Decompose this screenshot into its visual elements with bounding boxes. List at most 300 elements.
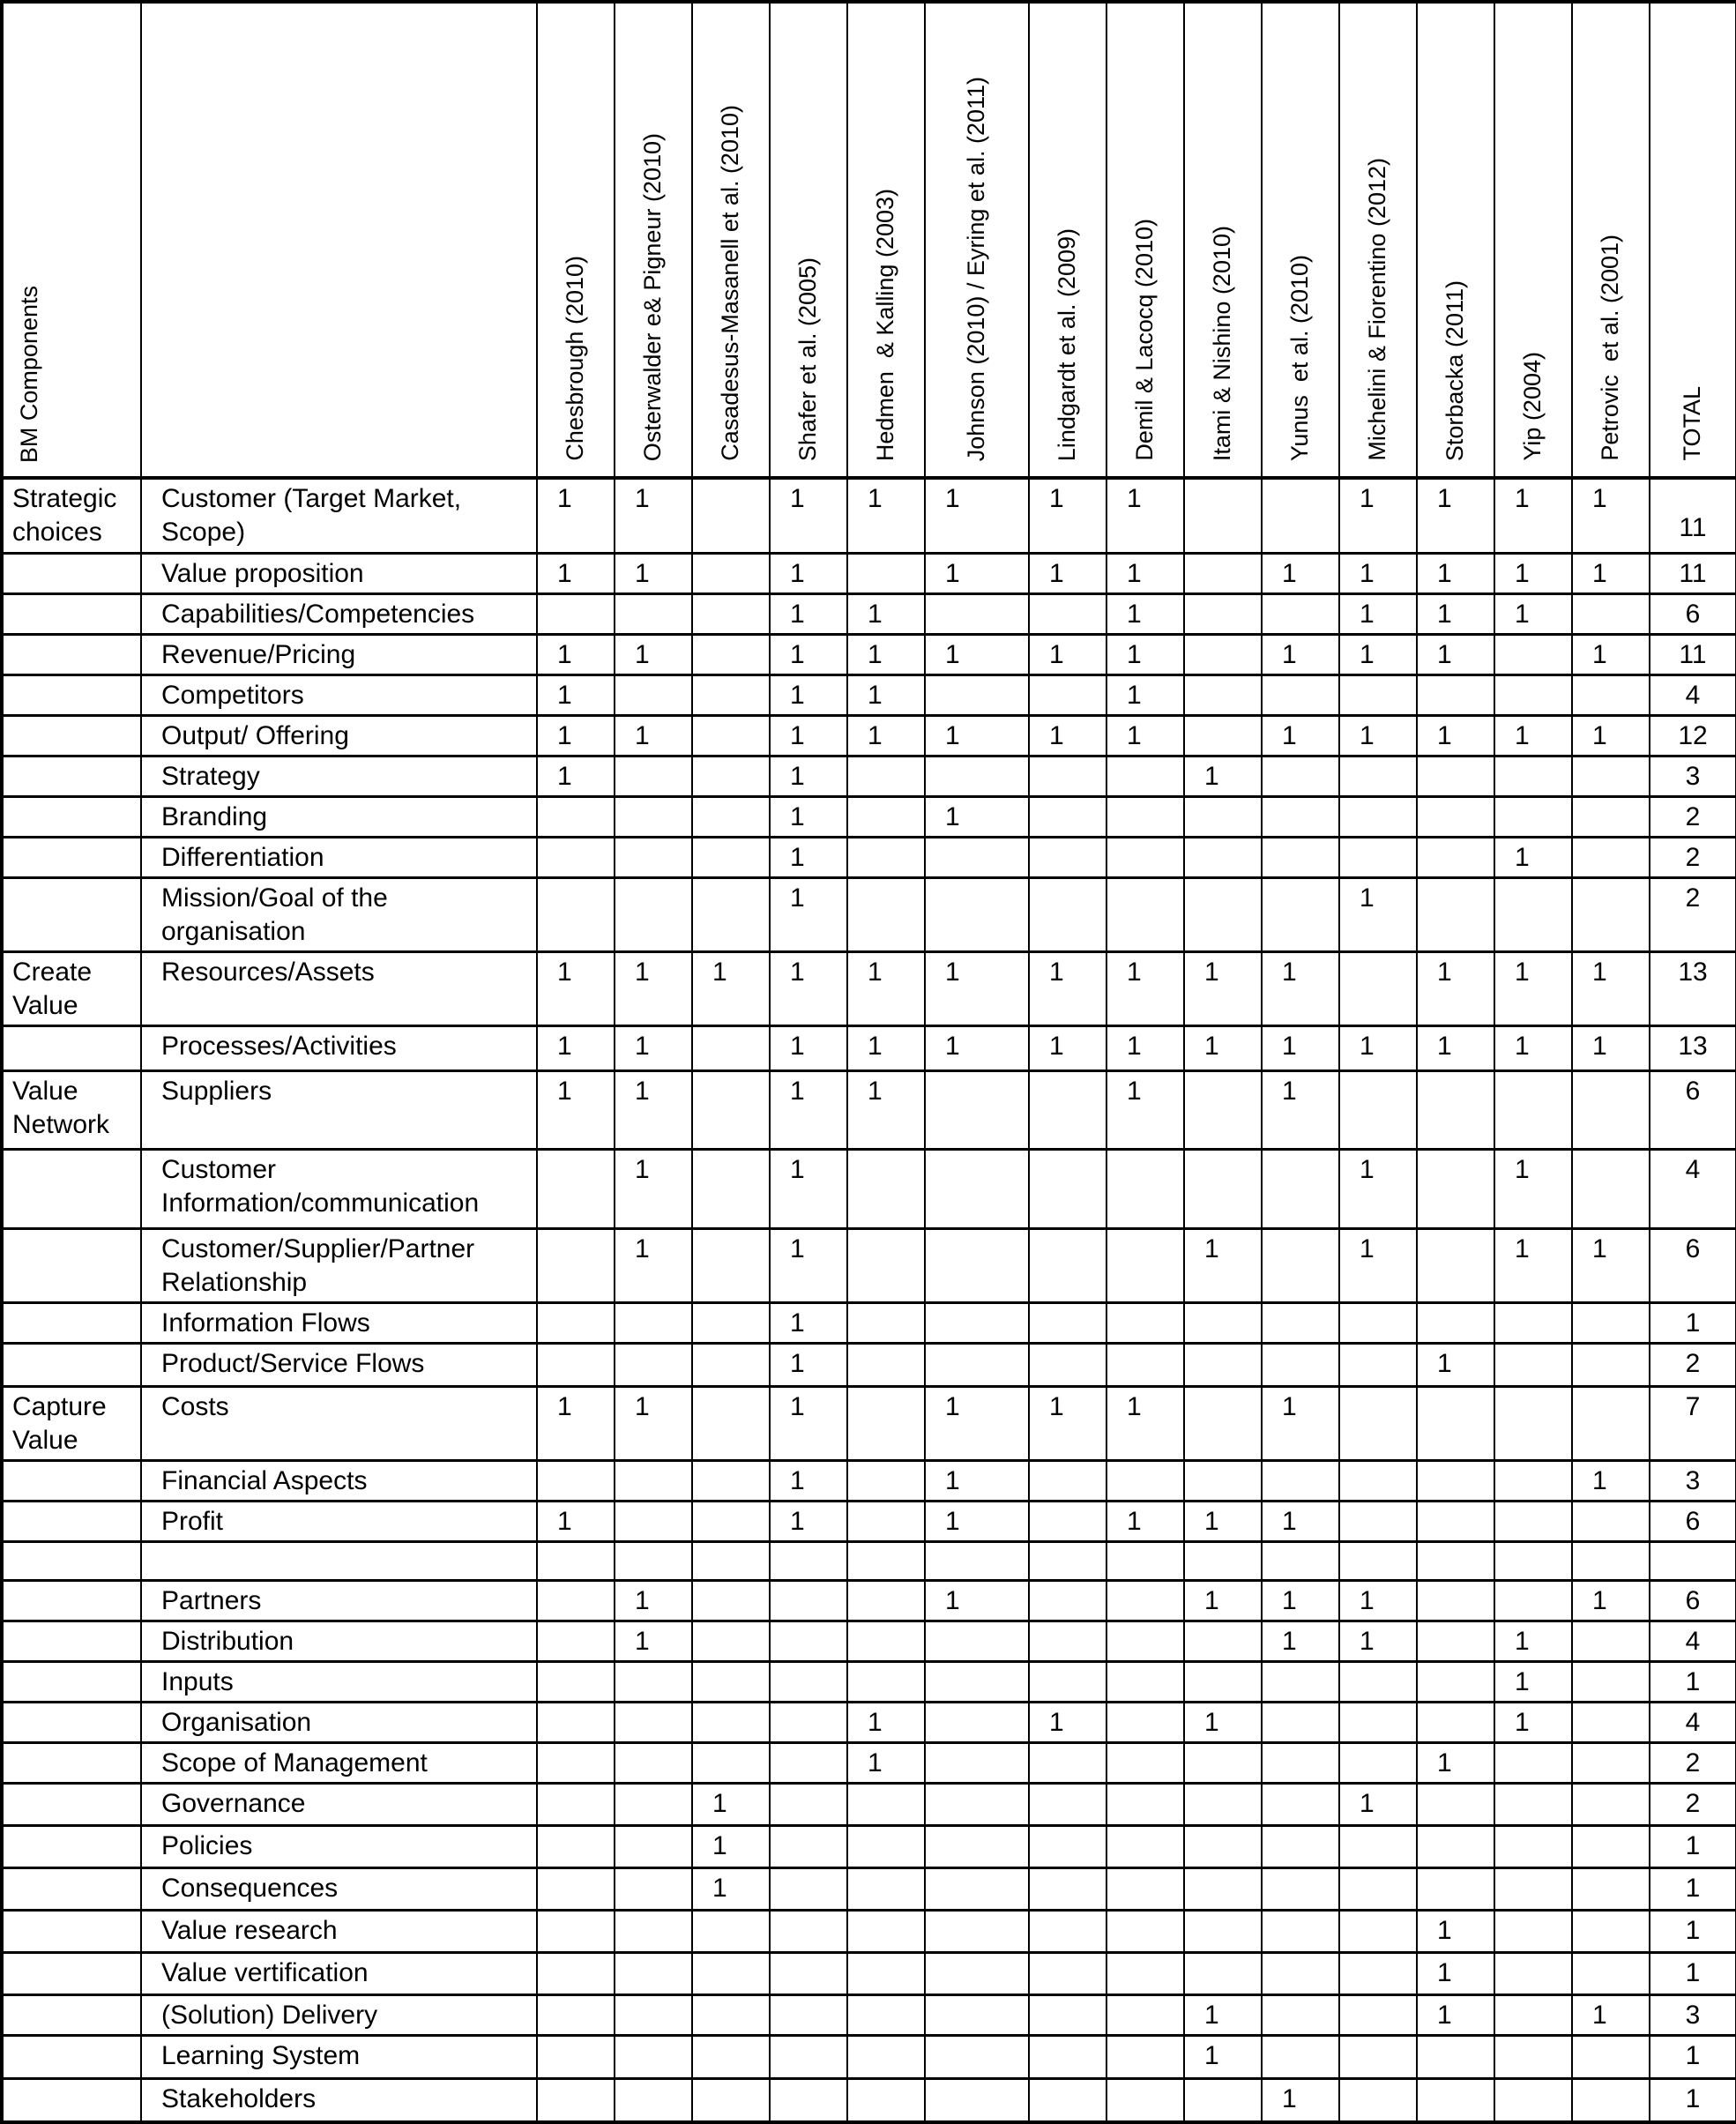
table-row (2, 756, 1736, 796)
mark-cell (1262, 837, 1339, 877)
mark-cell (925, 756, 1029, 796)
mark-cell (615, 1742, 692, 1783)
mark-cell (1184, 1910, 1262, 1952)
total-cell: 1 (1650, 2078, 1736, 2122)
mark-cell (1106, 1580, 1184, 1621)
mark-cell (615, 1994, 692, 2035)
mark-cell: 1 (1029, 1386, 1106, 1460)
mark-cell: 1 (1184, 1580, 1262, 1621)
table-row (2, 1386, 1736, 1460)
mark-cell (1572, 1702, 1650, 1742)
mark-cell (1339, 1302, 1417, 1343)
mark-cell (1106, 1343, 1184, 1386)
mark-cell: 1 (1339, 715, 1417, 756)
table-row (2, 1025, 1736, 1070)
group-cell (2, 1702, 141, 1742)
mark-cell (692, 1501, 770, 1541)
mark-cell (537, 1580, 615, 1621)
mark-cell: 1 (692, 951, 770, 1025)
total-cell: 3 (1650, 1994, 1736, 2035)
mark-cell (537, 1661, 615, 1702)
group-cell (2, 1302, 141, 1343)
mark-cell (1494, 1952, 1572, 1994)
mark-cell: 1 (537, 1386, 615, 1460)
mark-cell (1417, 1825, 1494, 1867)
mark-cell (1572, 1070, 1650, 1149)
mark-cell: 1 (1417, 715, 1494, 756)
mark-cell (692, 837, 770, 877)
mark-cell (1029, 1952, 1106, 1994)
mark-cell (1339, 674, 1417, 715)
group-cell (2, 2078, 141, 2122)
total-cell: 2 (1650, 1343, 1736, 1386)
total-cell: 4 (1650, 1621, 1736, 1661)
total-cell (1650, 1541, 1736, 1580)
mark-cell: 1 (615, 1580, 692, 1621)
mark-cell (1262, 478, 1339, 553)
mark-cell (1494, 634, 1572, 674)
mark-cell (1572, 1149, 1650, 1228)
mark-cell (770, 1661, 847, 1702)
mark-cell (1494, 1742, 1572, 1783)
component-cell: Distribution (141, 1621, 537, 1661)
mark-cell (692, 1580, 770, 1621)
table-row (2, 1621, 1736, 1661)
mark-cell: 1 (925, 478, 1029, 553)
component-cell: Capabilities/Competencies (141, 593, 537, 634)
mark-cell (537, 1621, 615, 1661)
mark-cell: 1 (1494, 1025, 1572, 1070)
mark-cell (1417, 1386, 1494, 1460)
mark-cell (925, 674, 1029, 715)
component-cell: Profit (141, 1501, 537, 1541)
mark-cell (1572, 1952, 1650, 1994)
table-row (2, 1702, 1736, 1742)
mark-cell (692, 756, 770, 796)
mark-cell (1029, 796, 1106, 837)
mark-cell (925, 1541, 1029, 1580)
mark-cell: 1 (1572, 478, 1650, 553)
component-cell: Financial Aspects (141, 1460, 537, 1501)
mark-cell (1184, 674, 1262, 715)
mark-cell (1417, 1501, 1494, 1541)
mark-cell (537, 1783, 615, 1825)
mark-cell: 1 (1494, 593, 1572, 634)
mark-cell (1339, 1460, 1417, 1501)
mark-cell: 1 (925, 1501, 1029, 1541)
mark-cell (615, 1867, 692, 1910)
mark-cell (1029, 1501, 1106, 1541)
mark-cell (692, 478, 770, 553)
total-cell: 3 (1650, 756, 1736, 796)
mark-cell (1572, 1867, 1650, 1910)
mark-cell: 1 (1029, 1025, 1106, 1070)
mark-cell (1494, 756, 1572, 796)
mark-cell (1417, 1661, 1494, 1702)
mark-cell (692, 1621, 770, 1661)
mark-cell (1417, 1460, 1494, 1501)
mark-cell: 1 (1572, 1228, 1650, 1302)
mark-cell (692, 1994, 770, 2035)
mark-cell (1572, 1541, 1650, 1580)
mark-cell: 1 (1339, 1621, 1417, 1661)
mark-cell (1106, 1994, 1184, 2035)
mark-cell (1494, 1910, 1572, 1952)
mark-cell: 1 (615, 1070, 692, 1149)
mark-cell (1572, 1661, 1650, 1702)
mark-cell (1339, 1541, 1417, 1580)
table-row (2, 1783, 1736, 1825)
mark-cell: 1 (537, 634, 615, 674)
mark-cell (1494, 1994, 1572, 2035)
mark-cell (1184, 1825, 1262, 1867)
mark-cell: 1 (1106, 674, 1184, 715)
mark-cell: 1 (537, 951, 615, 1025)
mark-cell (1494, 1867, 1572, 1910)
mark-cell (1417, 1702, 1494, 1742)
group-cell (2, 2035, 141, 2078)
component-cell: Product/Service Flows (141, 1343, 537, 1386)
mark-cell (615, 1661, 692, 1702)
total-header-cell (1650, 2, 1736, 478)
mark-cell (692, 1343, 770, 1386)
mark-cell (1339, 1070, 1417, 1149)
mark-cell: 1 (1339, 478, 1417, 553)
mark-cell (1106, 2078, 1184, 2122)
mark-cell: 1 (1339, 877, 1417, 951)
mark-cell (847, 1386, 925, 1460)
table-row (2, 1343, 1736, 1386)
component-cell: Differentiation (141, 837, 537, 877)
mark-cell (1572, 593, 1650, 634)
total-cell: 1 (1650, 2035, 1736, 2078)
mark-cell: 1 (1029, 951, 1106, 1025)
component-cell: Partners (141, 1580, 537, 1621)
mark-cell (1029, 593, 1106, 634)
mark-cell (692, 1541, 770, 1580)
mark-cell (847, 1460, 925, 1501)
mark-cell: 1 (1494, 1702, 1572, 1742)
mark-cell: 1 (615, 634, 692, 674)
mark-cell: 1 (537, 478, 615, 553)
mark-cell (1262, 2035, 1339, 2078)
mark-cell (847, 1541, 925, 1580)
mark-cell (1339, 1994, 1417, 2035)
group-cell (2, 1501, 141, 1541)
mark-cell: 1 (692, 1825, 770, 1867)
mark-cell: 1 (1262, 2078, 1339, 2122)
mark-cell (770, 1783, 847, 1825)
mark-cell (770, 1910, 847, 1952)
mark-cell: 1 (1184, 756, 1262, 796)
table-row (2, 1952, 1736, 1994)
mark-cell: 1 (1029, 715, 1106, 756)
mark-cell (1262, 1783, 1339, 1825)
table-row (2, 1541, 1736, 1580)
component-cell: Organisation (141, 1702, 537, 1742)
mark-cell (925, 1702, 1029, 1742)
mark-cell (1029, 877, 1106, 951)
mark-cell (925, 593, 1029, 634)
mark-cell (1417, 1783, 1494, 1825)
mark-cell (925, 2035, 1029, 2078)
table-row (2, 1994, 1736, 2035)
mark-cell (1417, 837, 1494, 877)
table-row (2, 1661, 1736, 1702)
mark-cell (1417, 2078, 1494, 2122)
mark-cell (925, 877, 1029, 951)
mark-cell (1184, 1302, 1262, 1343)
mark-cell (1494, 674, 1572, 715)
table-row (2, 1149, 1736, 1228)
total-cell: 6 (1650, 1580, 1736, 1621)
mark-cell: 1 (1262, 715, 1339, 756)
component-cell: Revenue/Pricing (141, 634, 537, 674)
mark-cell (1572, 1825, 1650, 1867)
mark-cell (615, 1501, 692, 1541)
mark-cell: 1 (1106, 1025, 1184, 1070)
mark-cell (1339, 1867, 1417, 1910)
mark-cell (770, 1702, 847, 1742)
mark-cell: 1 (770, 1343, 847, 1386)
mark-cell (1494, 2078, 1572, 2122)
corner-header-cell (2, 2, 141, 478)
mark-cell (770, 1994, 847, 2035)
mark-cell (615, 1702, 692, 1742)
mark-cell: 1 (1572, 1025, 1650, 1070)
author-header-label: Casadesus-Masanell et al. (2010) (717, 105, 744, 461)
component-cell: Resources/Assets (141, 951, 537, 1025)
author-header-cell (1339, 2, 1417, 478)
mark-cell (770, 1867, 847, 1910)
mark-cell: 1 (615, 1228, 692, 1302)
mark-cell: 1 (925, 951, 1029, 1025)
total-cell: 4 (1650, 674, 1736, 715)
mark-cell: 1 (770, 1149, 847, 1228)
mark-cell: 1 (1417, 593, 1494, 634)
mark-cell (925, 1742, 1029, 1783)
mark-cell: 1 (1572, 715, 1650, 756)
mark-cell (615, 1783, 692, 1825)
mark-cell (1029, 1742, 1106, 1783)
total-cell: 2 (1650, 837, 1736, 877)
mark-cell: 1 (615, 1386, 692, 1460)
mark-cell: 1 (1494, 1149, 1572, 1228)
mark-cell (847, 1867, 925, 1910)
mark-cell: 1 (1029, 1702, 1106, 1742)
mark-cell (1262, 1910, 1339, 1952)
total-cell: 2 (1650, 796, 1736, 837)
mark-cell (1339, 1910, 1417, 1952)
mark-cell (925, 1952, 1029, 1994)
mark-cell: 1 (1572, 553, 1650, 593)
component-cell: Scope of Management (141, 1742, 537, 1783)
mark-cell (1262, 1742, 1339, 1783)
mark-cell: 1 (847, 951, 925, 1025)
mark-cell (1106, 1541, 1184, 1580)
mark-cell (1339, 1343, 1417, 1386)
component-cell: Inputs (141, 1661, 537, 1702)
mark-cell (1106, 1783, 1184, 1825)
mark-cell (1029, 1994, 1106, 2035)
mark-cell: 1 (847, 478, 925, 553)
table-row (2, 796, 1736, 837)
mark-cell (1572, 1910, 1650, 1952)
mark-cell (1184, 1070, 1262, 1149)
mark-cell (1106, 1952, 1184, 1994)
author-header-label: Yip (2004) (1519, 352, 1546, 461)
table-body (2, 478, 1736, 2122)
component-cell: Customer Information/communication (141, 1149, 537, 1228)
mark-cell (1572, 1302, 1650, 1343)
table-row (2, 837, 1736, 877)
mark-cell: 1 (770, 1228, 847, 1302)
table-row (2, 634, 1736, 674)
author-header-label: Storbacka (2011) (1442, 279, 1469, 461)
mark-cell: 1 (770, 951, 847, 1025)
total-cell: 1 (1650, 1302, 1736, 1343)
mark-cell (770, 1621, 847, 1661)
mark-cell: 1 (615, 715, 692, 756)
mark-cell: 1 (1106, 1501, 1184, 1541)
group-cell (2, 593, 141, 634)
table-row (2, 1302, 1736, 1343)
component-cell: Suppliers (141, 1070, 537, 1149)
table-row (2, 593, 1736, 634)
mark-cell (1029, 1783, 1106, 1825)
mark-cell (847, 1343, 925, 1386)
author-header-cell (615, 2, 692, 478)
group-cell (2, 1825, 141, 1867)
mark-cell: 1 (1417, 1952, 1494, 1994)
total-cell: 12 (1650, 715, 1736, 756)
table-row (2, 1580, 1736, 1621)
mark-cell: 1 (1339, 1783, 1417, 1825)
mark-cell (1106, 877, 1184, 951)
mark-cell (1106, 1867, 1184, 1910)
mark-cell (1572, 877, 1650, 951)
mark-cell: 1 (1106, 1386, 1184, 1460)
mark-cell (1572, 837, 1650, 877)
mark-cell: 1 (847, 715, 925, 756)
mark-cell (1029, 837, 1106, 877)
group-cell (2, 796, 141, 837)
component-cell: Governance (141, 1783, 537, 1825)
mark-cell: 1 (847, 1702, 925, 1742)
group-cell (2, 715, 141, 756)
mark-cell: 1 (1417, 951, 1494, 1025)
mark-cell (925, 1783, 1029, 1825)
mark-cell (1339, 1825, 1417, 1867)
mark-cell (1262, 1460, 1339, 1501)
mark-cell: 1 (1184, 1702, 1262, 1742)
table-row (2, 1742, 1736, 1783)
mark-cell (925, 2078, 1029, 2122)
mark-cell (1262, 1541, 1339, 1580)
mark-cell (1572, 1621, 1650, 1661)
corner-header-label: BM Components (16, 285, 42, 463)
mark-cell: 1 (847, 674, 925, 715)
mark-cell: 1 (692, 1867, 770, 1910)
total-cell: 2 (1650, 1742, 1736, 1783)
component-cell: Stakeholders (141, 2078, 537, 2122)
mark-cell (692, 877, 770, 951)
mark-cell (615, 796, 692, 837)
mark-cell (537, 1825, 615, 1867)
mark-cell (1184, 1742, 1262, 1783)
mark-cell (692, 593, 770, 634)
mark-cell: 1 (1262, 1621, 1339, 1661)
total-cell: 6 (1650, 1070, 1736, 1149)
author-header-cell (925, 2, 1029, 478)
mark-cell (1494, 1386, 1572, 1460)
component-cell: Customer (Target Market, Scope) (141, 478, 537, 553)
mark-cell (770, 1580, 847, 1621)
mark-cell (1339, 837, 1417, 877)
author-header-cell (1184, 2, 1262, 478)
mark-cell: 1 (1339, 1149, 1417, 1228)
mark-cell (1029, 1580, 1106, 1621)
mark-cell (1572, 1386, 1650, 1460)
mark-cell: 1 (770, 837, 847, 877)
mark-cell: 1 (770, 796, 847, 837)
mark-cell: 1 (925, 1025, 1029, 1070)
mark-cell (537, 593, 615, 634)
total-cell: 13 (1650, 1025, 1736, 1070)
mark-cell (1572, 796, 1650, 837)
mark-cell (537, 877, 615, 951)
mark-cell (847, 1580, 925, 1621)
mark-cell (1106, 1661, 1184, 1702)
mark-cell (1339, 796, 1417, 837)
mark-cell (1339, 1661, 1417, 1702)
mark-cell (1029, 1343, 1106, 1386)
mark-cell: 1 (1106, 1070, 1184, 1149)
group-cell (2, 634, 141, 674)
total-cell: 11 (1650, 634, 1736, 674)
mark-cell (1262, 1952, 1339, 1994)
component-cell: Consequences (141, 1867, 537, 1910)
mark-cell (1029, 1149, 1106, 1228)
table-row (2, 951, 1736, 1025)
author-header-label: Shafer et al. (2005) (794, 257, 822, 461)
mark-cell: 1 (1339, 1580, 1417, 1621)
mark-cell: 1 (537, 1070, 615, 1149)
mark-cell (692, 2078, 770, 2122)
total-cell: 6 (1650, 1501, 1736, 1541)
mark-cell: 1 (1417, 1910, 1494, 1952)
mark-cell (615, 1302, 692, 1343)
group-cell (2, 1867, 141, 1910)
group-cell (2, 1343, 141, 1386)
component-cell: Information Flows (141, 1302, 537, 1343)
mark-cell (1106, 1742, 1184, 1783)
mark-cell: 1 (1494, 553, 1572, 593)
mark-cell (692, 1025, 770, 1070)
mark-cell (1572, 2035, 1650, 2078)
mark-cell (1184, 1386, 1262, 1460)
mark-cell (537, 1343, 615, 1386)
mark-cell (692, 1149, 770, 1228)
mark-cell (1262, 1228, 1339, 1302)
mark-cell (1184, 2078, 1262, 2122)
mark-cell (1417, 1070, 1494, 1149)
mark-cell (925, 1149, 1029, 1228)
mark-cell: 1 (770, 877, 847, 951)
mark-cell: 1 (847, 1742, 925, 1783)
author-header-cell (537, 2, 615, 478)
mark-cell (537, 1952, 615, 1994)
